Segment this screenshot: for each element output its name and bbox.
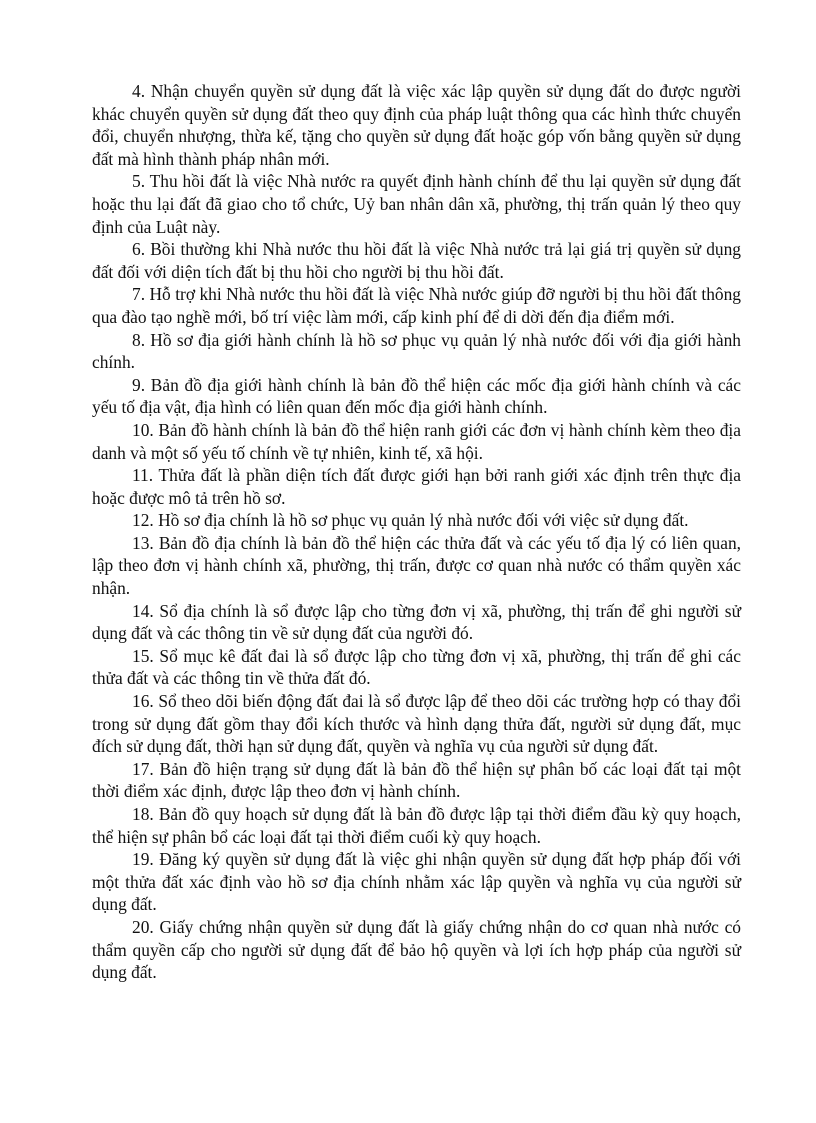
paragraph-item-15: 15. Sổ mục kê đất đai là sổ được lập cho từng đơn vị xã, phường, thị trấn để ghi các thửa đất và các thông tin về thửa đất đó.	[92, 645, 741, 689]
paragraph-item-6: 6. Bồi thường khi Nhà nước thu hồi đất là việc Nhà nước trả lại giá trị quyền sử dụng đất đối với diện tích đất bị thu hồi cho người bị thu hồi đất.	[92, 239, 741, 282]
paragraph-item-19: 19. Đăng ký quyền sử dụng đất là việc ghi nhận quyền sử dụng đất hợp pháp đối với một thửa đất xác định vào hồ sơ địa chính nhằm xác lập quyền và nghĩa vụ của người sử dụng đất.	[92, 849, 741, 915]
paragraph-item-13: 13. Bản đồ địa chính là bản đồ thể hiện các thửa đất và các yếu tố địa lý có liên quan, lập theo đơn vị hành chính xã, phường, thị trấn, được cơ quan nhà nước có thẩm quyền xác nhận.	[92, 532, 741, 599]
paragraph-item-20: 20. Giấy chứng nhận quyền sử dụng đất là giấy chứng nhận do cơ quan nhà nước có thẩm quyền cấp cho người sử dụng đất để bảo hộ quyền và lợi ích hợp pháp của người sử dụng đất.	[92, 916, 741, 983]
paragraph-item-9: 9. Bản đồ địa giới hành chính là bản đồ thể hiện các mốc địa giới hành chính và các yếu tố địa vật, địa hình có liên quan đến mốc địa giới hành chính.	[92, 374, 741, 418]
paragraph-item-16: 16. Sổ theo dõi biến động đất đai là sổ được lập để theo dõi các trường hợp có thay đổi trong sử dụng đất gồm thay đổi kích thước và hình dạng thửa đất, người sử dụng đất, mục đích sử dụng đất, thời hạn sử dụng đất, quyền và nghĩa vụ của người sử dụng đất.	[92, 691, 741, 757]
paragraph-item-10: 10. Bản đồ hành chính là bản đồ thể hiện ranh giới các đơn vị hành chính kèm theo địa danh và một số yếu tố chính về tự nhiên, kinh tế, xã hội.	[92, 419, 741, 463]
paragraph-item-5: 5. Thu hồi đất là việc Nhà nước ra quyết định hành chính để thu lại quyền sử dụng đất hoặc thu lại đất đã giao cho tổ chức, Uỷ ban nhân dân xã, phường, thị trấn quản lý theo quy định của Luật này.	[92, 171, 741, 237]
paragraph-item-12: 12. Hồ sơ địa chính là hồ sơ phục vụ quản lý nhà nước đối với việc sử dụng đất.	[132, 510, 689, 531]
paragraph-item-4: 4. Nhận chuyển quyền sử dụng đất là việc xác lập quyền sử dụng đất do được người khác chuyển quyền sử dụng đất theo quy định của pháp luật thông qua các hình thức chuyển đổi, chuyển nhượng, thừa kế, tặng cho quyền sử dụng đất hoặc góp vốn bằng quyền sử dụng đất mà hình thành pháp nhân mới.	[92, 81, 741, 169]
paragraph-item-18: 18. Bản đồ quy hoạch sử dụng đất là bản đồ được lập tại thời điểm đầu kỳ quy hoạch, thể hiện sự phân bổ các loại đất tại thời điểm cuối kỳ quy hoạch.	[92, 804, 741, 847]
paragraph-item-8: 8. Hồ sơ địa giới hành chính là hồ sơ phục vụ quản lý nhà nước đối với địa giới hành chính.	[92, 329, 741, 373]
paragraph-item-7: 7. Hỗ trợ khi Nhà nước thu hồi đất là việc Nhà nước giúp đỡ người bị thu hồi đất thông qua đào tạo nghề mới, bố trí việc làm mới, cấp kinh phí để di dời đến địa điểm mới.	[92, 284, 741, 327]
paragraph-item-11: 11. Thửa đất là phần diện tích đất được giới hạn bởi ranh giới xác định trên thực địa hoặc được mô tả trên hồ sơ.	[92, 465, 741, 508]
paragraph-item-14: 14. Sổ địa chính là sổ được lập cho từng đơn vị xã, phường, thị trấn để ghi người sử dụng đất và các thông tin về sử dụng đất của người đó.	[92, 600, 741, 644]
document-page	[92, 80, 741, 984]
paragraph-item-17: 17. Bản đồ hiện trạng sử dụng đất là bản đồ thể hiện sự phân bố các loại đất tại một thời điểm xác định, được lập theo đơn vị hành chính.	[92, 758, 741, 802]
